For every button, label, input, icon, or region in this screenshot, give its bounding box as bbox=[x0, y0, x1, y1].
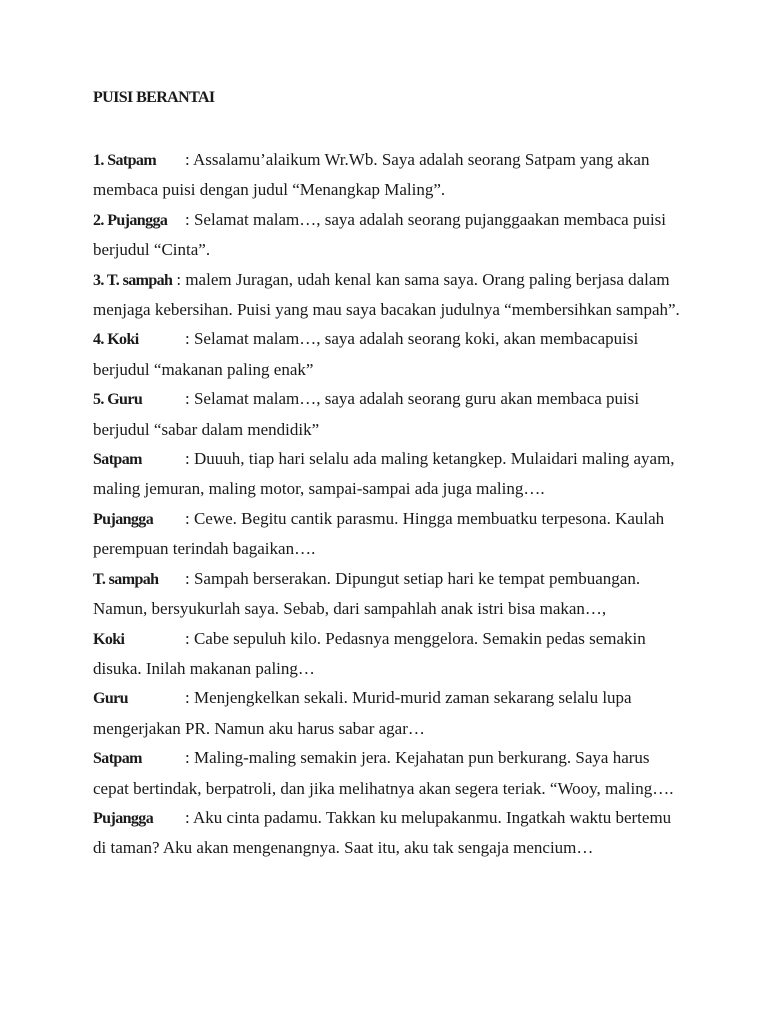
poem-entry bbox=[93, 145, 683, 205]
entry-text: : Cabe sepuluh kilo. Pedasnya menggelora. Semakin pedas semakin disuka. Inilah makanan paling… bbox=[93, 628, 646, 678]
entry-text: : Menjengkelkan sekali. Murid-murid zaman sekarang selalu lupa mengerjakan PR. Namun aku harus sabar agar… bbox=[93, 688, 632, 738]
poem-entry bbox=[93, 683, 683, 743]
poem-entry bbox=[93, 324, 683, 384]
speaker-label: 3. T. sampah bbox=[93, 271, 173, 289]
speaker-label: Satpam bbox=[93, 750, 142, 768]
poem-entry bbox=[93, 743, 683, 803]
poem-entry bbox=[93, 265, 683, 325]
entry-text: : Assalamu’alaikum Wr.Wb. Saya adalah seorang Satpam yang akan membaca puisi dengan judul “Menangkap Maling”. bbox=[93, 150, 650, 200]
speaker-label: T. sampah bbox=[93, 570, 159, 588]
entry-text: : Selamat malam…, saya adalah seorang koki, akan membacapuisi berjudul “makanan paling enak” bbox=[93, 329, 639, 379]
entry-text: : Cewe. Begitu cantik parasmu. Hingga membuatku terpesona. Kaulah perempuan terindah bagaikan…. bbox=[93, 508, 665, 559]
document-page bbox=[93, 86, 683, 863]
speaker-label: Koki bbox=[93, 630, 125, 648]
entry-text: : Duuuh, tiap hari selalu ada maling ketangkep. Mulaidari maling ayam, maling jemuran, maling motor, sampai-sampai ada juga maling…. bbox=[93, 449, 675, 499]
poem-entry bbox=[93, 384, 683, 444]
speaker-label: Guru bbox=[93, 690, 128, 708]
entry-text: : Aku cinta padamu. Takkan ku melupakanmu. Ingatkah waktu bertemu di taman? Aku akan mengenangnya. Saat itu, aku tak sengaja mencium… bbox=[93, 807, 672, 858]
speaker-label: 1. Satpam bbox=[93, 152, 157, 169]
speaker-label: Satpam bbox=[93, 451, 142, 469]
poem-entry bbox=[93, 205, 683, 265]
document-title: PUISI BERANTAI bbox=[93, 89, 215, 106]
entry-text: : Selamat malam…, saya adalah seorang pujanggaakan membaca puisi berjudul “Cinta”. bbox=[93, 209, 667, 260]
speaker-label: 2. Pujangga bbox=[93, 211, 168, 229]
speaker-label: 5. Guru bbox=[93, 391, 143, 409]
speaker-label: 4. Koki bbox=[93, 331, 139, 349]
speaker-label: Pujangga bbox=[93, 510, 154, 528]
poem-entry bbox=[93, 803, 683, 863]
entry-text: : malem Juragan, udah kenal kan sama saya. Orang paling berjasa dalam menjaga kebersihan. Puisi yang mau saya bacakan judulnya “membersihkan sampah”. bbox=[93, 269, 680, 320]
entry-text: : Selamat malam…, saya adalah seorang guru akan membaca puisi berjudul “sabar dalam mendidik” bbox=[93, 389, 640, 439]
poem-entry bbox=[93, 504, 683, 564]
poem-entry bbox=[93, 564, 683, 624]
entry-text: : Maling-maling semakin jera. Kejahatan pun berkurang. Saya harus cepat bertindak, berpatroli, dan jika melihatnya akan segera teriak. “Wooy, maling…. bbox=[93, 748, 674, 798]
poem-entry bbox=[93, 444, 683, 504]
entry-text: : Sampah berserakan. Dipungut setiap hari ke tempat pembuangan. Namun, bersyukurlah saya. Sebab, dari sampahlah anak istri bisa makan…, bbox=[93, 568, 641, 619]
speaker-label: Pujangga bbox=[93, 809, 154, 827]
poem-entry bbox=[93, 624, 683, 684]
